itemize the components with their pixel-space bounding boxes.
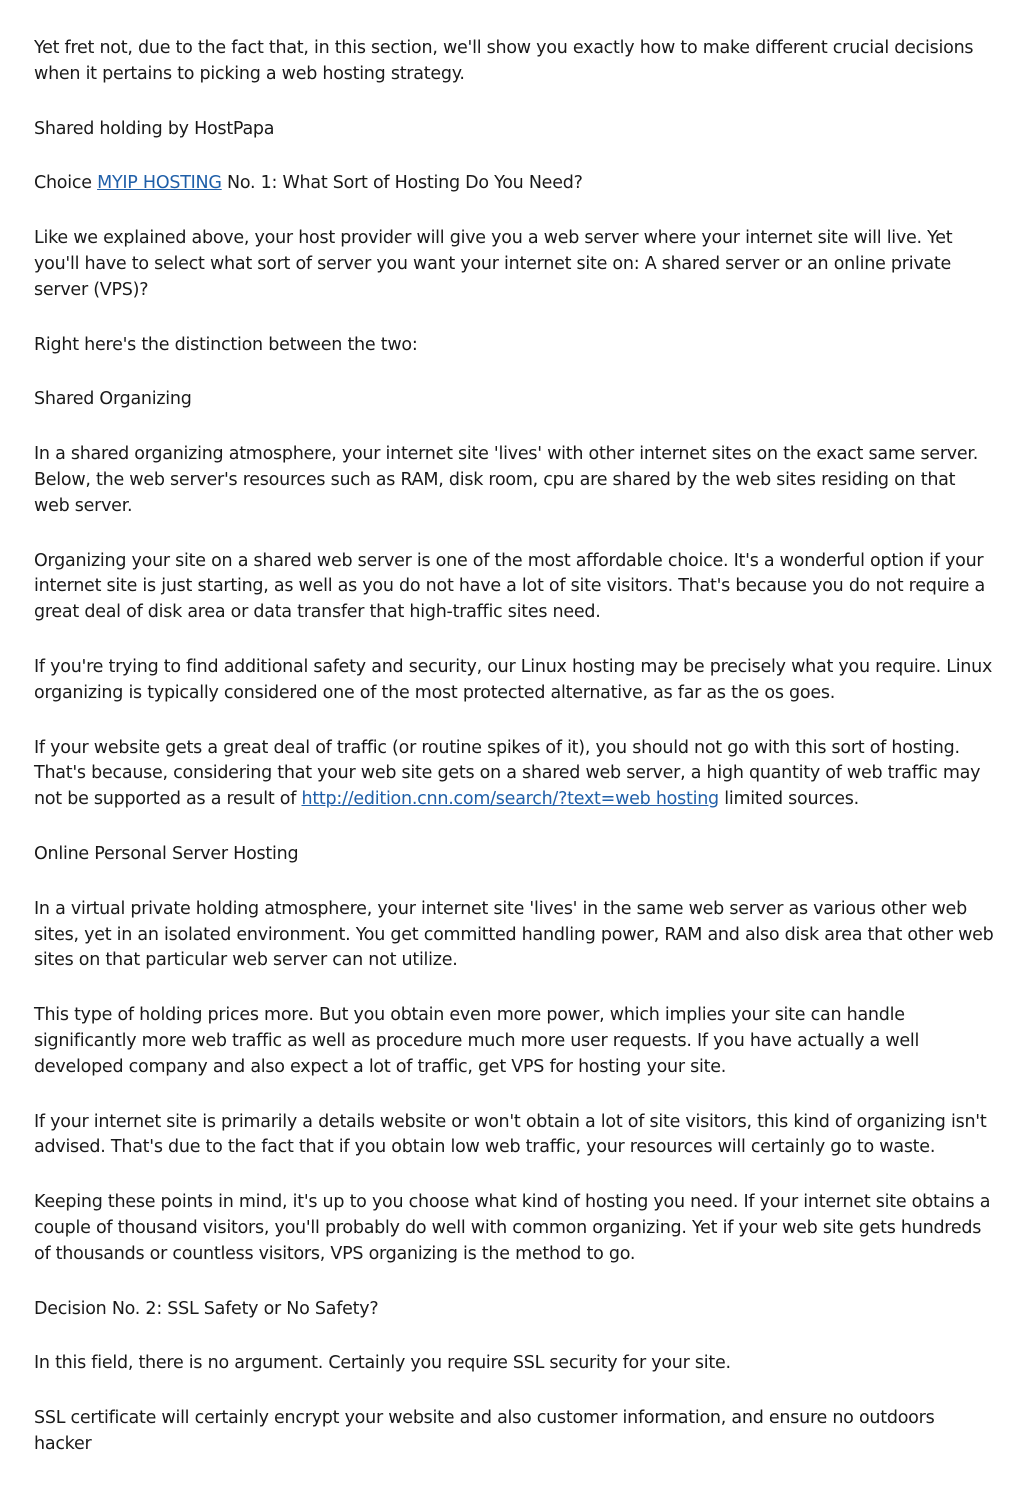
heading-shared-organizing: Shared Organizing — [34, 389, 192, 410]
paragraph-server-selection: Like we explained above, your host provider will give you a web server where your internet site will live. Yet you'll have to select what sort of server you want your internet site on: A shared server or an online private server (VPS)? — [34, 228, 953, 300]
paragraph-vps-atmosphere: In a virtual private holding atmosphere, your internet site 'lives' in the same web server as various other web sites, yet in an isolated environment. You get committed handling power, RAM and also disk area that other web sites on that particular web server can not utilize. — [34, 898, 994, 971]
myip-hosting-link[interactable]: MYIP HOSTING — [97, 173, 222, 194]
heading-choice-1-prefix: Choice — [34, 173, 98, 194]
paragraph-linux-hosting: If you're trying to find additional safety and security, our Linux hosting may be precisely what you require. Linux organizing is typically considered one of the most protected alternative, as far as the os goes. — [34, 656, 993, 703]
heading-choice-1-suffix: No. 1: What Sort of Hosting Do You Need? — [221, 173, 583, 194]
paragraph-ssl-certificate: SSL certificate will certainly encrypt your website and also customer information, and ensure no outdoors hacker — [34, 1408, 935, 1454]
heading-choice-1 — [34, 171, 994, 197]
paragraph-choose-hosting: Keeping these points in mind, it's up to you choose what kind of hosting you need. If your internet site obtains a couple of thousand visitors, you'll probably do well with common organizing. Yet if your web site gets hundreds of thousands or countless visitors, VPS organizing is the method to go. — [34, 1192, 991, 1264]
cnn-search-link[interactable]: http://edition.cnn.com/search/?text=web hosting — [301, 789, 719, 810]
paragraph-traffic-warning-prefix: If your website gets a great deal of traffic (or routine spikes of it), you should not go with this sort of hosting. That's because, considering that your web site gets on a shared web server, a high quantity of web traffic may not be supported as a result of — [34, 737, 981, 810]
paragraph-shared-affordable: Organizing your site on a shared web server is one of the most affordable choice. It's a wonderful option if your internet site is just starting, as well as you do not have a lot of site visitors. That's because you do not require a great deal of disk area or data transfer that high-traffic sites need. — [34, 550, 985, 623]
paragraph-traffic-warning-suffix: limited sources. — [718, 789, 859, 810]
heading-decision-2: Decision No. 2: SSL Safety or No Safety? — [34, 1298, 379, 1319]
paragraph-vps-cost: This type of holding prices more. But you obtain even more power, which implies your site can handle significantly more web traffic as well as procedure much more user requests. If you have actually a well developed company and also expect a lot of traffic, get VPS for hosting your site. — [34, 1005, 920, 1077]
paragraph-shared-holding-hostpapa: Shared holding by HostPapa — [34, 118, 275, 139]
paragraph-ssl-required: In this field, there is no argument. Certainly you require SSL security for your site. — [34, 1353, 731, 1374]
paragraph-traffic-warning — [34, 736, 994, 813]
paragraph-intro: Yet fret not, due to the fact that, in this section, we'll show you exactly how to make different crucial decisions when it pertains to picking a web hosting strategy. — [34, 38, 974, 84]
paragraph-distinction: Right here's the distinction between the two: — [34, 334, 418, 355]
paragraph-vps-not-advised: If your internet site is primarily a details website or won't obtain a lot of site visitors, this kind of organizing isn't advised. That's due to the fact that if you obtain low web traffic, your resources will certainly go to waste. — [34, 1111, 987, 1158]
paragraph-shared-atmosphere: In a shared organizing atmosphere, your internet site 'lives' with other internet sites on the exact same server. Below, the web server's resources such as RAM, disk room, cpu are shared by the web sites residing on that web server. — [34, 444, 979, 516]
document-body — [34, 36, 994, 1487]
heading-vps-hosting: Online Personal Server Hosting — [34, 843, 299, 864]
